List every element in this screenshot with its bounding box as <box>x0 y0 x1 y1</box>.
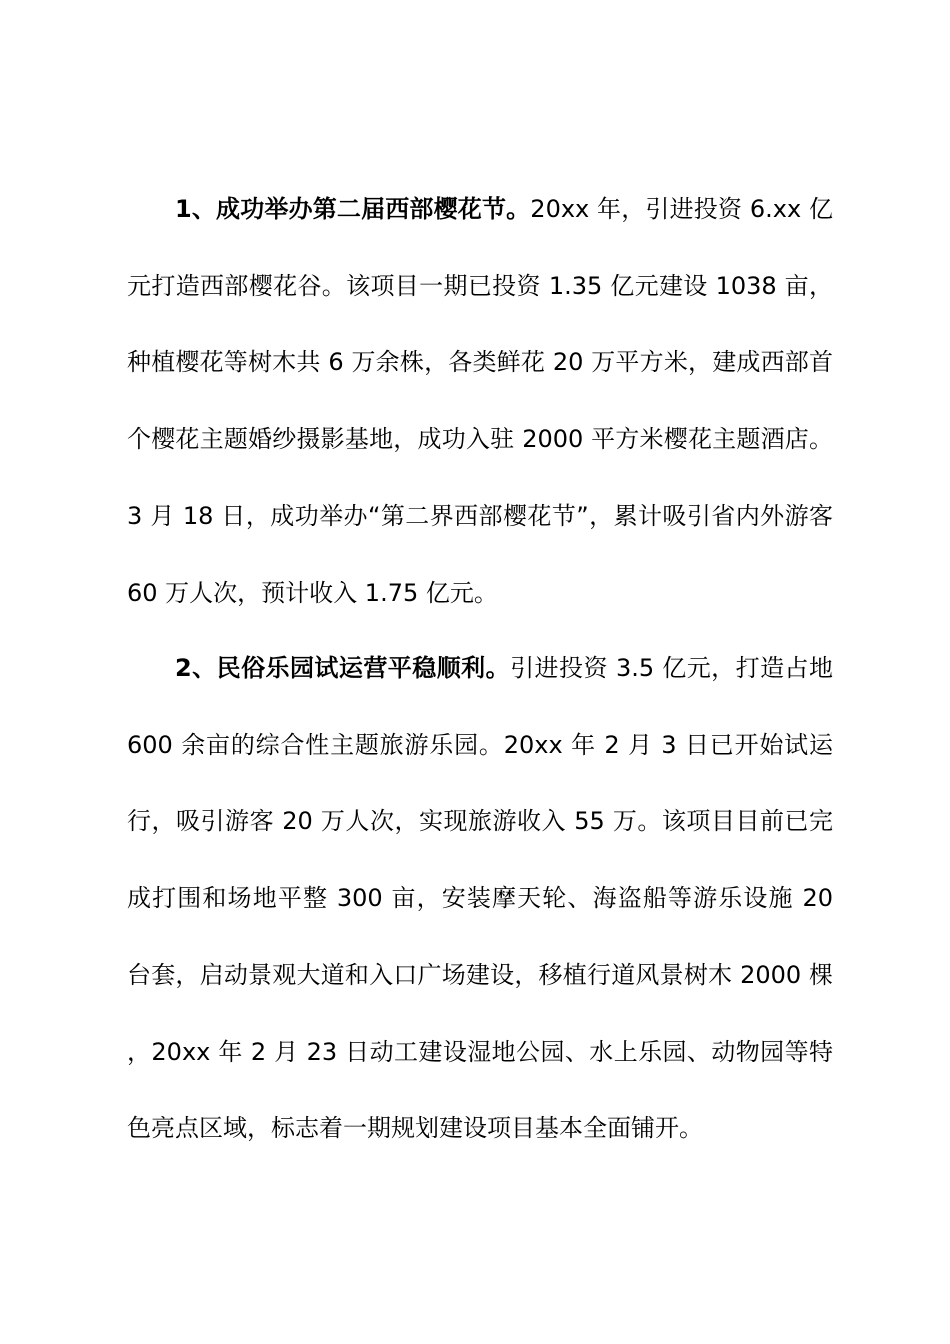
paragraph-sakura-festival <box>127 171 833 631</box>
paragraph-heading: 1、成功举办第二届西部樱花节。 <box>175 195 531 223</box>
paragraph-body: 20xx 年，引进投资 6.xx 亿元打造西部樱花谷。该项目一期已投资 1.35 亿元建设 1038 亩，种植樱花等树木共 6 万余株，各类鲜花 20 万平方米，建成西部首个樱花主题婚纱摄影基地，成功入驻 2000 平方米樱花主题酒店。3 月 18 日，成功举办“第二界西部樱花节”，累计吸引省内外游客 60 万人次，预计收入 1.75 亿元。 <box>127 195 833 607</box>
paragraph-heading: 2、民俗乐园试运营平稳顺利。 <box>175 654 511 682</box>
paragraph-body: 引进投资 3.5 亿元，打造占地 600 余亩的综合性主题旅游乐园。20xx 年 2 月 3 日已开始试运行，吸引游客 20 万人次，实现旅游收入 55 万。该项目目前已完成打围和场地平整 300 亩，安装摩天轮、海盗船等游乐设施 20 台套，启动景观大道和入口广场建设，移植行道风景树木 2000 棵，20xx 年 2 月 23 日动工建设湿地公园、水上乐园、动物园等特色亮点区域，标志着一期规划建设项目基本全面铺开。 <box>127 654 833 1143</box>
paragraph-folk-park <box>127 630 833 1167</box>
